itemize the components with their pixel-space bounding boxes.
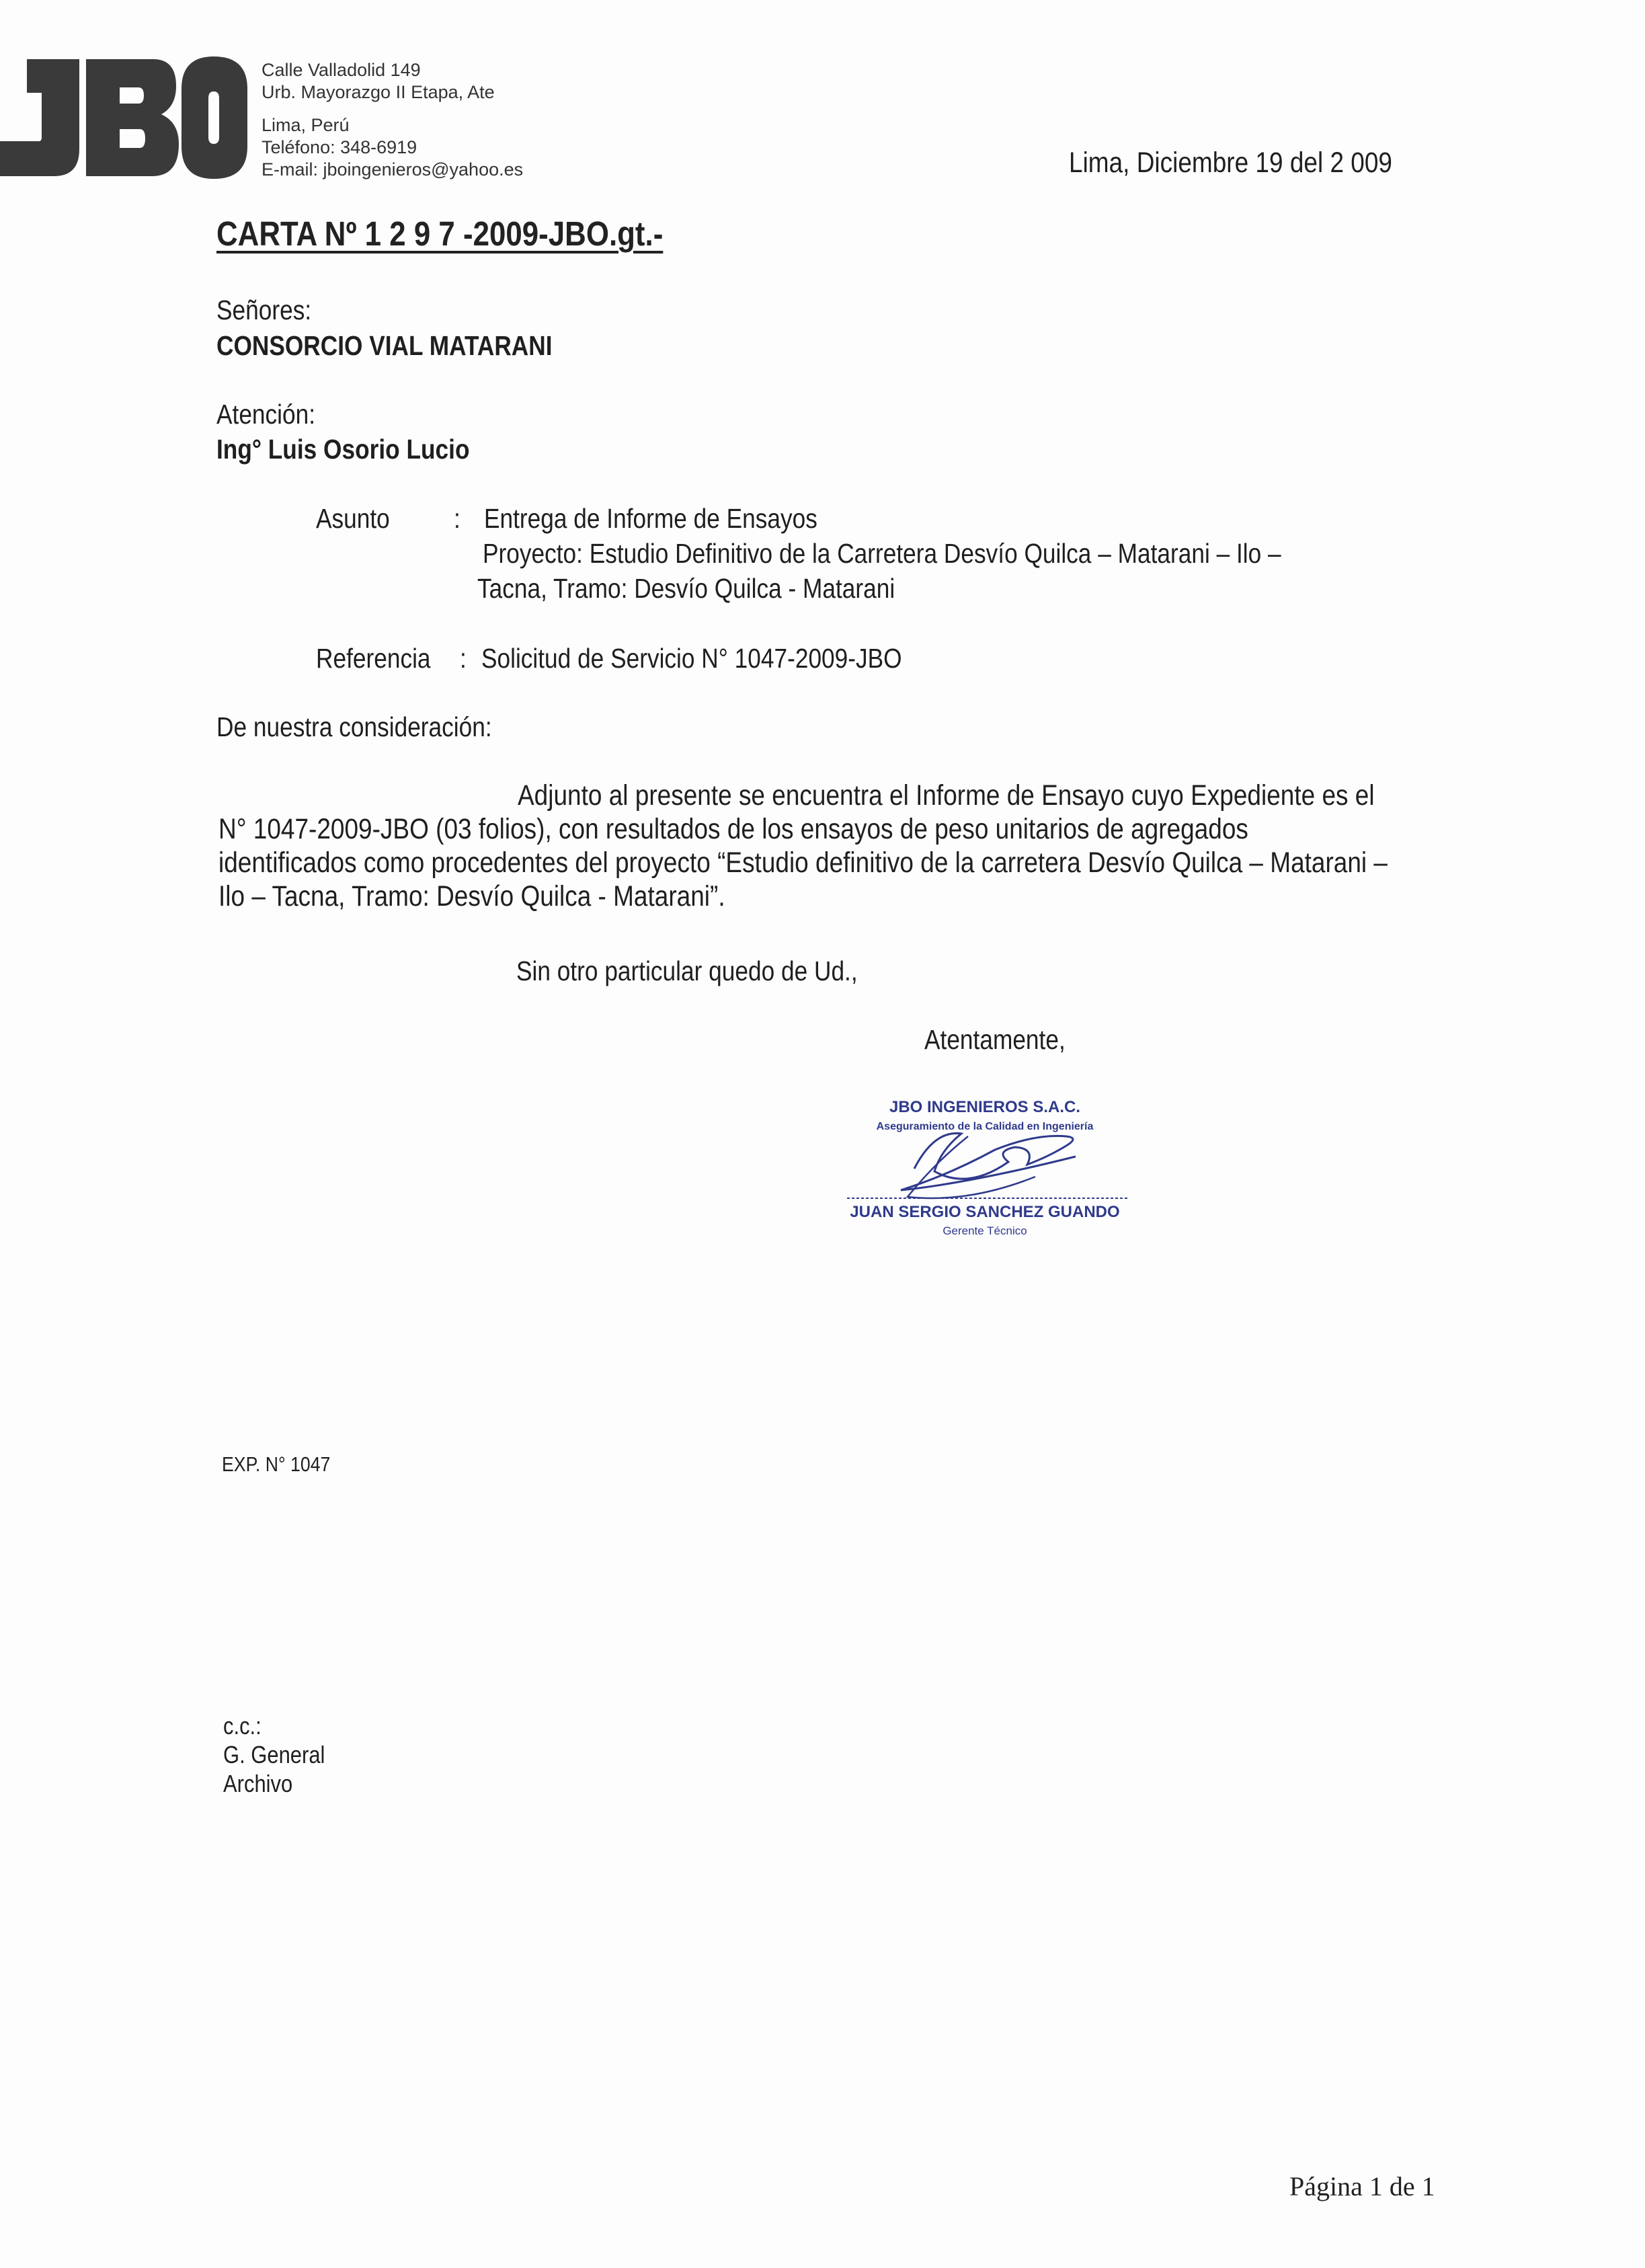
body-line: N° 1047-2009-JBO (03 folios), con resultados de los ensayos de peso unitarios de agregados bbox=[218, 813, 1248, 845]
body-paragraph bbox=[218, 779, 1405, 913]
stamp-company: JBO INGENIEROS S.A.C. bbox=[889, 1098, 1081, 1116]
subject-line-3: Tacna, Tramo: Desvío Quilca - Matarani bbox=[477, 573, 895, 604]
letterhead-contact bbox=[262, 59, 523, 181]
stamp-title: Gerente Técnico bbox=[942, 1224, 1027, 1237]
letter-number: CARTA Nº 1 2 9 7 -2009-JBO.gt.- bbox=[216, 214, 664, 253]
phone-line: Teléfono: 348-6919 bbox=[262, 137, 417, 157]
closing-line: Sin otro particular quedo de Ud., bbox=[516, 955, 858, 986]
address-line-2: Urb. Mayorazgo II Etapa, Ate bbox=[262, 82, 495, 102]
body-line: identificados como procedentes del proyecto “Estudio definitivo de la carretera Desvío Quilca – Matarani – bbox=[218, 847, 1388, 879]
salutation: Señores: bbox=[216, 295, 312, 325]
reference-value: Solicitud de Servicio N° 1047-2009-JBO bbox=[481, 643, 902, 674]
sign-off: Atentamente, bbox=[924, 1024, 1066, 1055]
signature-loop bbox=[908, 1136, 1035, 1198]
stamp-department: Aseguramiento de la Calidad en Ingeniería bbox=[876, 1121, 1094, 1132]
subject-label: Asunto bbox=[316, 503, 390, 534]
attention-label: Atención: bbox=[216, 399, 316, 430]
cc-label: c.c.: bbox=[223, 1712, 262, 1739]
email-line: E-mail: jboingenieros@yahoo.es bbox=[262, 159, 524, 180]
city-line: Lima, Perú bbox=[262, 115, 350, 135]
address-line-1: Calle Valladolid 149 bbox=[262, 60, 421, 80]
body-line: Ilo – Tacna, Tramo: Desvío Quilca - Matarani”. bbox=[218, 880, 725, 912]
page-number: Página 1 de 1 bbox=[1289, 2171, 1435, 2201]
recipient-company: CONSORCIO VIAL MATARANI bbox=[216, 330, 553, 361]
body-line: Adjunto al presente se encuentra el Informe de Ensayo cuyo Expediente es el bbox=[518, 779, 1375, 812]
subject-line-2: Proyecto: Estudio Definitivo de la Carretera Desvío Quilca – Matarani – Ilo – bbox=[483, 538, 1281, 569]
signature-stamp bbox=[834, 1089, 1136, 1244]
carbon-copy bbox=[223, 1711, 325, 1798]
cc-item: Archivo bbox=[223, 1770, 293, 1797]
subject-line-1: Entrega de Informe de Ensayos bbox=[484, 503, 817, 534]
attention-name: Ing° Luis Osorio Lucio bbox=[216, 434, 470, 465]
stamp-name: JUAN SERGIO SANCHEZ GUANDO bbox=[850, 1203, 1120, 1221]
company-logo bbox=[0, 55, 247, 180]
expediente-number: EXP. N° 1047 bbox=[222, 1452, 331, 1476]
reference-label: Referencia bbox=[316, 643, 431, 674]
letter-date: Lima, Diciembre 19 del 2 009 bbox=[1069, 147, 1392, 179]
subject-colon: : bbox=[454, 503, 460, 534]
greeting: De nuestra consideración: bbox=[216, 711, 492, 742]
reference-colon: : bbox=[460, 643, 467, 674]
cc-item: G. General bbox=[223, 1741, 325, 1768]
signature-scrawl bbox=[901, 1133, 1076, 1190]
